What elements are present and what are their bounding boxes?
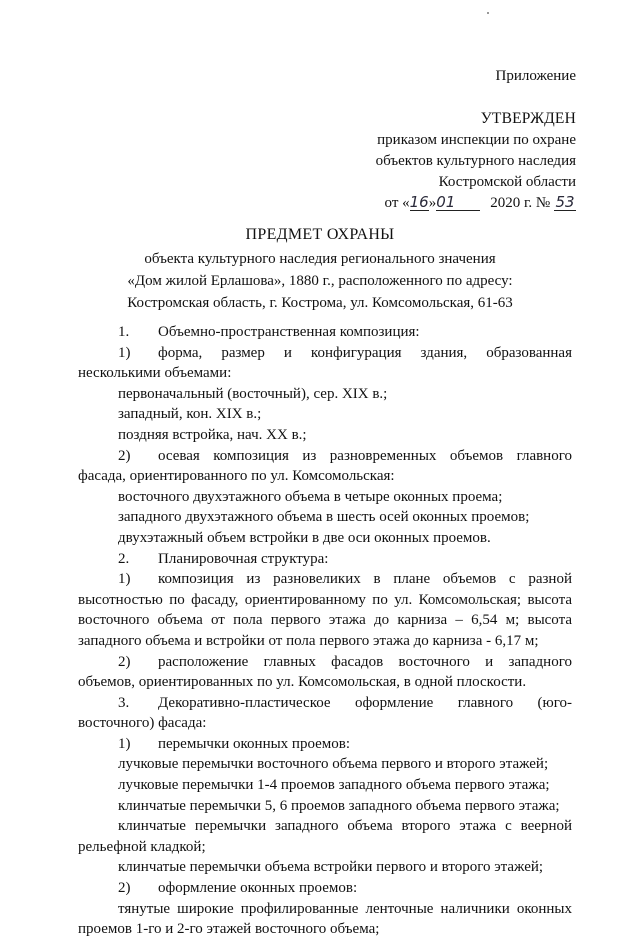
body-line	[78, 631, 572, 652]
item-text: западного двухэтажного объема в шесть осей оконных проемов;	[118, 509, 530, 526]
item-number: 1)	[118, 735, 131, 752]
body-line	[118, 384, 572, 405]
item-text: проемов 1-го и 2-го этажей восточного объема;	[78, 921, 380, 938]
subtitle-line: «Дом жилой Ерлашова», 1880 г., расположенного по адресу:	[127, 273, 513, 289]
body-line	[118, 899, 572, 920]
item-text: Планировочная структура:	[158, 550, 329, 567]
body-line	[78, 672, 572, 693]
item-number: 1)	[118, 344, 131, 361]
body-line	[118, 549, 572, 570]
body-line	[118, 775, 572, 796]
item-number: 2)	[118, 653, 131, 670]
item-text: восточного двухэтажного объема в четыре оконных проема;	[118, 488, 503, 505]
item-text: фасада, ориентированного по ул. Комсомольская:	[78, 468, 395, 485]
subtitle-line: объекта культурного наследия регионального значения	[144, 251, 496, 267]
body-line	[78, 610, 572, 631]
item-text: оформление оконных проемов:	[158, 880, 358, 897]
item-text: двухэтажный объем встройки в две оси оконных проемов.	[118, 529, 491, 546]
scan-speck	[487, 12, 489, 14]
item-number: 1.	[118, 324, 130, 340]
subtitle-line: Костромская область, г. Кострома, ул. Комсомольская, 61-63	[127, 295, 513, 311]
body-line	[118, 425, 572, 446]
document-body	[78, 322, 572, 940]
document-title: ПРЕДМЕТ ОХРАНЫ	[245, 226, 395, 243]
body-line	[78, 590, 572, 611]
item-text: западный, кон. XIX в.;	[118, 406, 262, 423]
item-text: клинчатые перемычки 5, 6 проемов западного объема первого этажа;	[118, 797, 560, 814]
item-text: первоначальный (восточный), сер. XIX в.;	[118, 385, 388, 402]
item-text: восточного объема от пола первого этажа до карниза – 6,54 м; высота	[78, 612, 572, 629]
item-text: Декоративно-пластическое оформление главного (юго-	[158, 694, 572, 711]
item-text: рельефной кладкой;	[78, 838, 206, 855]
order-block	[376, 130, 576, 214]
body-line	[118, 796, 572, 817]
item-text: форма, размер и конфигурация здания, образованная	[158, 344, 572, 361]
item-text: объемов, ориентированных по ул. Комсомольская, в одной плоскости.	[78, 674, 527, 691]
item-text: осевая композиция из разновременных объемов главного	[158, 447, 572, 464]
body-line	[118, 343, 572, 364]
order-line: объектов культурного наследия	[375, 153, 576, 169]
body-line	[78, 466, 572, 487]
order-number-handwritten: 53	[555, 193, 575, 211]
item-text: лучковые перемычки 1-4 проемов западного объема первого этажа;	[118, 777, 550, 794]
date-mid: »	[428, 195, 437, 211]
item-number: 2)	[118, 447, 131, 464]
approved-label: УТВЕРЖДЕН	[480, 110, 576, 127]
item-text: высотностью по фасаду, ориентированному по ул. Комсомольская; высота	[78, 591, 572, 608]
body-line	[118, 322, 572, 343]
body-line	[118, 754, 572, 775]
item-text: лучковые перемычки восточного объема первого и второго этажей;	[118, 756, 549, 773]
item-text: перемычки оконных проемов:	[158, 735, 351, 752]
date-day-handwritten: 16	[409, 193, 429, 211]
item-text: клинчатые перемычки западного объема второго этажа с веерной	[118, 818, 572, 835]
item-text: восточного) фасада:	[78, 715, 207, 732]
item-number: 2)	[118, 880, 131, 897]
body-line	[118, 878, 572, 899]
body-line	[78, 919, 572, 940]
item-text: расположение главных фасадов восточного и западного	[158, 653, 572, 670]
appendix-label: Приложение	[495, 68, 576, 84]
order-date-line	[376, 193, 576, 214]
item-text: западного объема и встройки от пола первого этажа до карниза - 6,17 м;	[78, 632, 539, 649]
item-text: несколькими объемами:	[78, 365, 232, 382]
body-line	[118, 528, 572, 549]
body-line	[118, 487, 572, 508]
body-line	[78, 837, 572, 858]
item-number: 2.	[118, 550, 130, 567]
body-line	[118, 816, 572, 837]
date-month-handwritten: 01	[436, 194, 480, 211]
document-subtitle	[40, 248, 600, 314]
item-number: 3.	[118, 694, 130, 711]
item-number: 1)	[118, 571, 131, 588]
item-text: тянутые широкие профилированные ленточные наличники оконных	[118, 900, 572, 917]
body-line	[118, 734, 572, 755]
body-line	[78, 713, 572, 734]
order-line: приказом инспекции по охране	[377, 132, 576, 148]
item-text: Объемно-пространственная композиция:	[158, 324, 420, 340]
item-text: клинчатые перемычки объема встройки первого и второго этажей;	[118, 859, 544, 876]
body-line	[118, 446, 572, 467]
body-line	[118, 507, 572, 528]
body-line	[78, 363, 572, 384]
date-year: 2020 г. №	[490, 195, 551, 211]
order-line: Костромской области	[438, 174, 576, 190]
body-line	[118, 404, 572, 425]
date-prefix: от «	[384, 195, 410, 211]
body-line	[118, 857, 572, 878]
body-line	[118, 652, 572, 673]
item-text: поздняя встройка, нач. XX в.;	[118, 426, 307, 443]
body-line	[118, 569, 572, 590]
item-text: композиция из разновеликих в плане объемов с разной	[158, 571, 572, 588]
body-line	[118, 693, 572, 714]
